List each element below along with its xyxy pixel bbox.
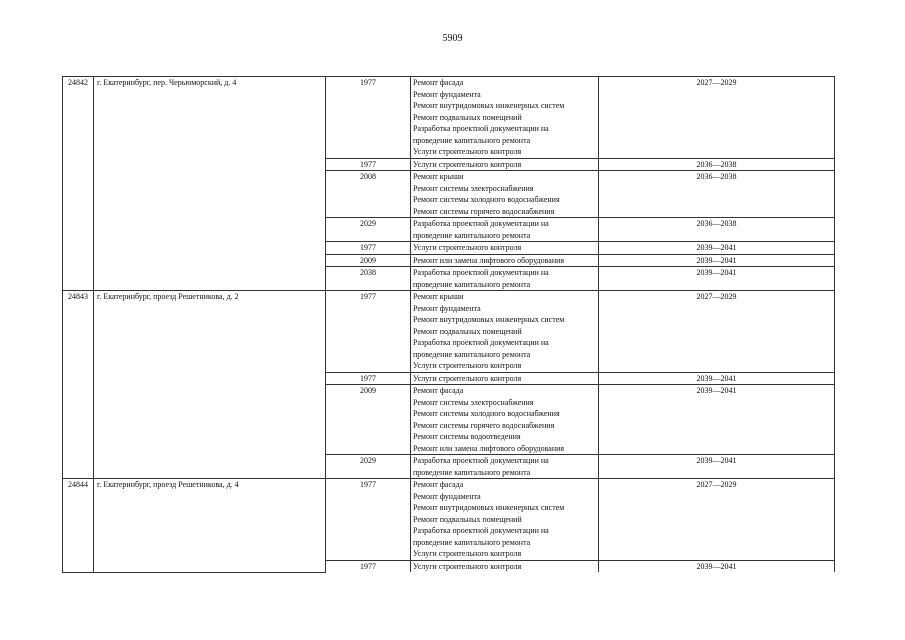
work-item: Ремонт системы холодного водоснабжения	[413, 195, 560, 204]
work-types	[411, 158, 599, 171]
work-item: Ремонт подвальных помещений	[413, 514, 522, 524]
planned-period: 2036—2038	[599, 218, 835, 242]
planned-period: 2027—2029	[599, 291, 835, 373]
work-types	[411, 560, 599, 572]
work-item: Ремонт подвальных помещений	[413, 326, 522, 336]
work-item: проведение капитального ремонта	[413, 135, 531, 145]
repair-year: 1977	[326, 242, 411, 255]
repair-schedule-table	[62, 76, 835, 573]
planned-period: 2039—2041	[599, 372, 835, 385]
work-item: Разработка проектной документации на	[413, 338, 549, 347]
planned-period: 2039—2041	[599, 254, 835, 267]
work-item: Ремонт системы горячего водоснабжения	[413, 206, 555, 216]
planned-period: 2036—2038	[599, 171, 835, 218]
work-types	[411, 291, 599, 373]
planned-period: 2039—2041	[599, 455, 835, 479]
work-item: Ремонт фасада	[413, 480, 464, 489]
work-item: Услуги строительного контроля	[413, 561, 522, 571]
work-item: Ремонт фундамента	[413, 303, 481, 313]
planned-period: 2027—2029	[599, 77, 835, 159]
work-item: Ремонт фундамента	[413, 89, 481, 99]
work-types	[411, 171, 599, 218]
work-item: Ремонт или замена лифтового оборудования	[413, 255, 565, 265]
building-address: г. Екатеринбург, проезд Решетникова, д. 2	[94, 291, 326, 479]
table-body	[63, 77, 835, 573]
work-item: Разработка проектной документации на	[413, 456, 549, 465]
repair-year: 2008	[326, 171, 411, 218]
work-item: проведение капитального ремонта	[413, 230, 531, 240]
work-item: Ремонт системы электроснабжения	[413, 397, 534, 407]
repair-year: 1977	[326, 291, 411, 373]
planned-period: 2039—2041	[599, 560, 835, 572]
work-item: Ремонт внутридомовых инженерных систем	[413, 101, 565, 110]
work-item: проведение капитального ремонта	[413, 279, 531, 289]
repair-year: 1977	[326, 158, 411, 171]
repair-year: 1977	[326, 77, 411, 159]
work-item: Услуги строительного контроля	[413, 373, 522, 383]
repair-year: 1977	[326, 372, 411, 385]
work-item: Услуги строительного контроля	[413, 159, 522, 169]
work-types	[411, 267, 599, 291]
work-item: Ремонт фундамента	[413, 491, 481, 501]
building-address: г. Екатеринбург, пер. Черьюморский, д. 4	[94, 77, 326, 291]
work-item: проведение капитального ремонта	[413, 349, 531, 359]
work-item: Ремонт системы горячего водоснабжения	[413, 420, 555, 430]
planned-period: 2027—2029	[599, 479, 835, 561]
work-item: Ремонт системы водоотведения	[413, 432, 521, 441]
work-types	[411, 242, 599, 255]
work-item: Разработка проектной документации на	[413, 268, 549, 277]
work-item: Ремонт внутридомовых инженерных систем	[413, 503, 565, 512]
work-item: Ремонт фасада	[413, 386, 464, 395]
work-item: проведение капитального ремонта	[413, 467, 531, 477]
work-item: Ремонт системы холодного водоснабжения	[413, 409, 560, 418]
repair-year: 2029	[326, 218, 411, 242]
work-item: Ремонт внутридомовых инженерных систем	[413, 315, 565, 324]
planned-period: 2039—2041	[599, 385, 835, 455]
work-item: Разработка проектной документации на	[413, 526, 549, 535]
building-id: 24844	[63, 479, 94, 573]
work-item: Ремонт подвальных помещений	[413, 112, 522, 122]
table-row	[63, 291, 835, 373]
work-item: Услуги строительного контроля	[413, 549, 522, 558]
work-types	[411, 372, 599, 385]
work-item: Разработка проектной документации на	[413, 219, 549, 228]
planned-period: 2039—2041	[599, 267, 835, 291]
work-types	[411, 455, 599, 479]
building-address: г. Екатеринбург, проезд Решетникова, д. 4	[94, 479, 326, 573]
work-types	[411, 218, 599, 242]
work-item: Услуги строительного контроля	[413, 147, 522, 156]
building-id: 24842	[63, 77, 94, 291]
work-item: Ремонт фасада	[413, 78, 464, 87]
repair-year: 1977	[326, 560, 411, 572]
repair-year: 2038	[326, 267, 411, 291]
work-types	[411, 254, 599, 267]
page-number: 5909	[442, 33, 463, 44]
work-item: Ремонт системы электроснабжения	[413, 183, 534, 193]
work-item: Услуги строительного контроля	[413, 243, 522, 252]
work-types	[411, 77, 599, 159]
repair-year: 2009	[326, 254, 411, 267]
table-row	[63, 77, 835, 159]
table-row	[63, 479, 835, 561]
work-item: Ремонт крыши	[413, 292, 464, 301]
repair-year: 2029	[326, 455, 411, 479]
planned-period: 2036—2038	[599, 158, 835, 171]
work-types	[411, 385, 599, 455]
work-item: Ремонт крыши	[413, 172, 464, 181]
building-id: 24843	[63, 291, 94, 479]
planned-period: 2039—2041	[599, 242, 835, 255]
work-item: Услуги строительного контроля	[413, 361, 522, 370]
repair-year: 2009	[326, 385, 411, 455]
work-item: проведение капитального ремонта	[413, 537, 531, 547]
work-types	[411, 479, 599, 561]
work-item: Разработка проектной документации на	[413, 124, 549, 133]
repair-year: 1977	[326, 479, 411, 561]
work-item: Ремонт или замена лифтового оборудования	[413, 443, 565, 453]
